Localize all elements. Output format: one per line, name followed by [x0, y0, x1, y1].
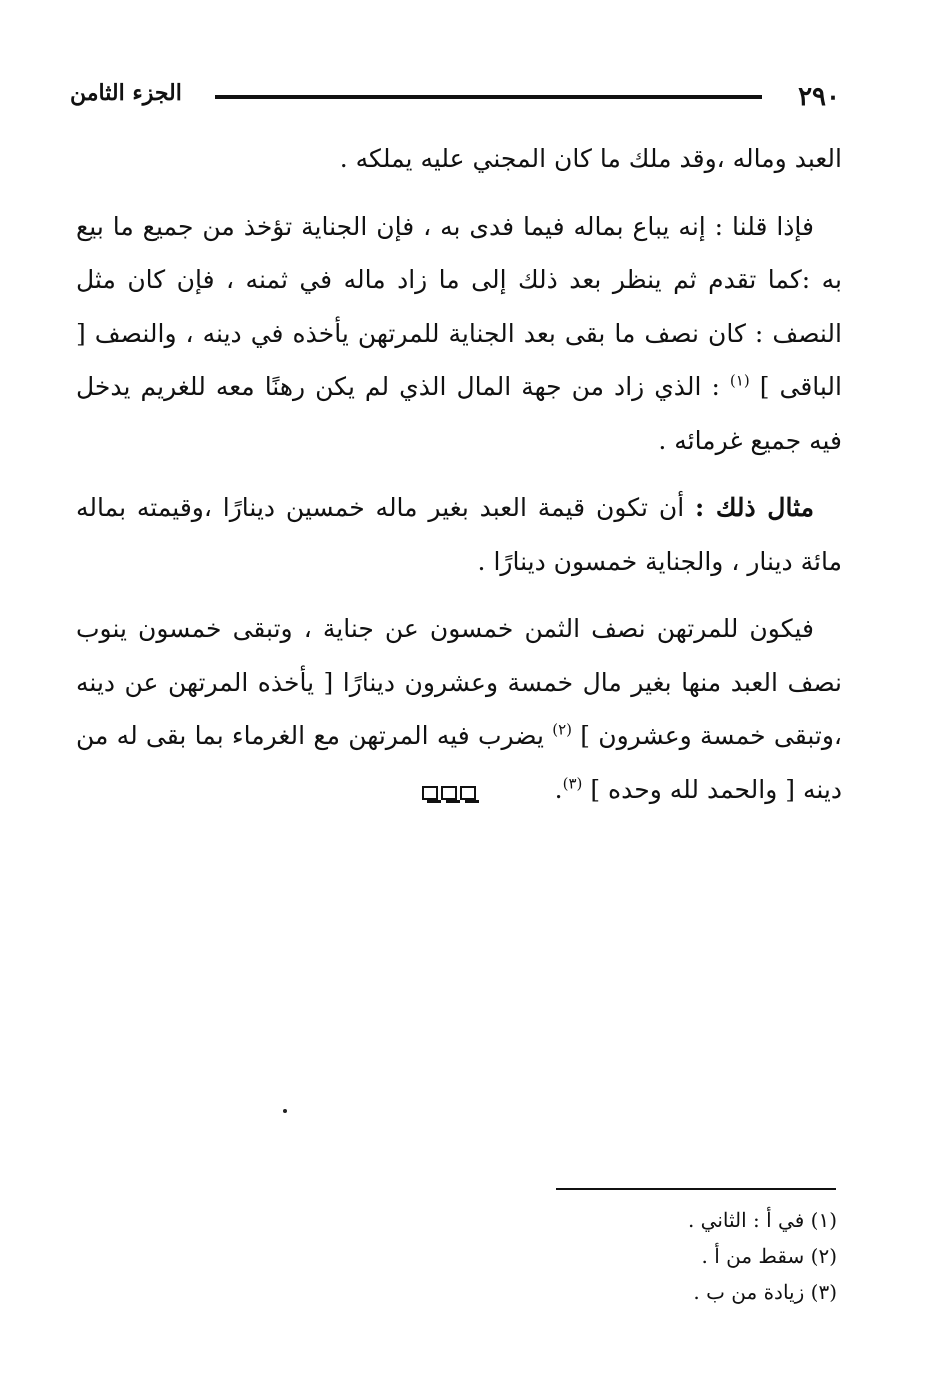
ornament-square-icon — [422, 786, 438, 800]
page-number: ٢٩٠ — [798, 82, 840, 112]
paragraph-4-text: فيكون للمرتهن نصف الثمن خمسون عن جناية ، وتبقى خمسون ينوب نصف العبد منها بغير مال خمسة وعشرون دينارًا [ يأخذه المرتهن عن دينه ،وتبقى خمسة وعشرون ] — [76, 614, 842, 750]
footnote-ref-3: (٣) — [562, 774, 583, 793]
ornament-square-icon — [441, 786, 457, 800]
paragraph-1-text: العبد وماله ،وقد ملك ما كان المجني عليه يملكه . — [339, 144, 842, 173]
paragraph-4-mid: يضرب فيه المرتهن مع الغرماء بما بقى له من دينه [ والحمد لله وحده ] — [76, 721, 842, 804]
footnote-rule — [556, 1188, 836, 1190]
footnote-ref-2: (٢) — [552, 720, 572, 739]
footnote-ref-1: (١) — [729, 371, 750, 390]
paragraph-2-rest: : الذي زاد من جهة المال الذي لم يكن رهنًا معه للغريم يدخل فيه جميع غرمائه . — [76, 372, 842, 455]
main-text — [76, 132, 842, 830]
ornament-square-icon — [460, 786, 476, 800]
section-end-ornament — [422, 786, 476, 800]
page-header — [70, 78, 840, 118]
scan-speck — [283, 1109, 287, 1113]
paragraph-3-text: أن تكون قيمة العبد بغير ماله خمسين دينارًا ،وقيمته بماله مائة دينار ، والجناية خمسون دينارًا . — [76, 493, 842, 576]
paragraph-4 — [76, 602, 842, 816]
paragraph-2 — [76, 200, 842, 468]
paragraph-3 — [76, 481, 842, 588]
header-rule — [215, 95, 762, 99]
example-lead: مثال ذلك : — [695, 493, 815, 522]
footnotes — [437, 1202, 837, 1310]
running-title: الجزء الثامن — [70, 80, 182, 106]
paragraph-1 — [76, 132, 842, 186]
paragraph-2-text: فإذا قلنا : إنه يباع بماله فيما فدى به ، فإن الجناية تؤخذ من جميع ما بيع به :كما تقدم ثم ينظر بعد ذلك إلى ما زاد ماله في ثمنه ، فإن كان مثل النصف : كان نصف ما بقى بعد الجناية للمرتهن يأخذه في دينه ، والنصف [ الباقى ] — [76, 211, 842, 401]
footnote-1: (١) في أ : الثاني . — [687, 1208, 837, 1232]
footnote-3: (٣) زيادة من ب . — [693, 1280, 837, 1304]
footnote-2: (٢) سقط من أ . — [701, 1244, 837, 1268]
paragraph-4-end: . — [554, 774, 563, 804]
